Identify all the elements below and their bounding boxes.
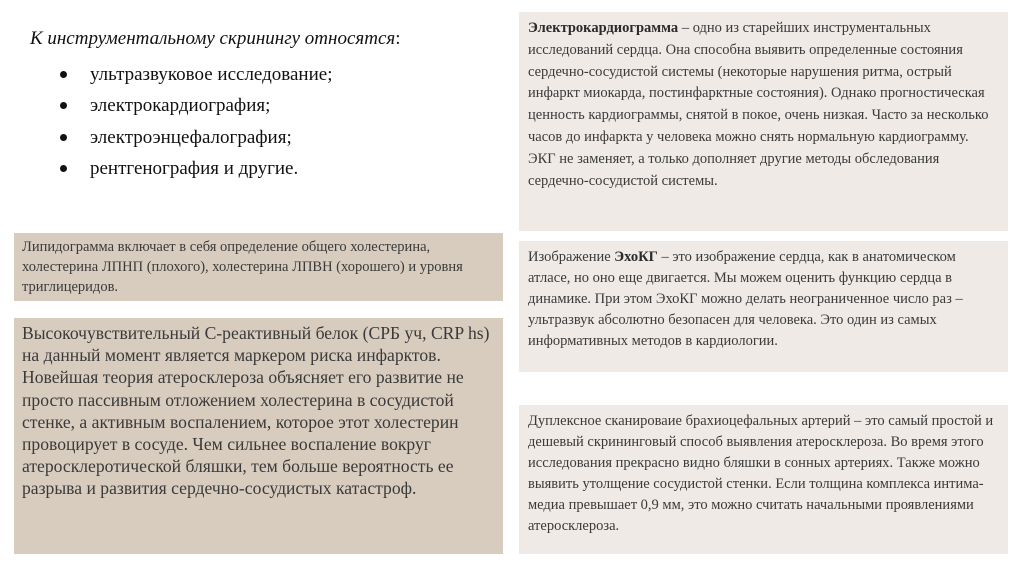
lipidogram-text: Липидограмма включает в себя определение общего холестерина, холестерина ЛПНП (плохого), холестерина ЛПВН (хорошего) и уровня триглицеридов. (22, 239, 463, 295)
ecg-text: – одно из старейших инструментальных исследований сердца. Она способна выявить определенные состояния сердечно-сосудистой системы (некоторые нарушения ритма, острый инфаркт миокарда, постинфарктные состояния). Однако прогностическая ценность кардиограммы, снятой в покое, очень низкая. Часто за несколько часов до инфаркта у человека можно снять нормальную кардиограмму. ЭКГ не заменяет, а только дополняет другие методы обследования сердечно-сосудистой системы. (528, 20, 989, 189)
intro-title (30, 26, 500, 53)
duplex-panel (519, 405, 1008, 554)
echo-panel (519, 241, 1008, 372)
echo-prefix: Изображение (528, 249, 615, 265)
lipidogram-panel (14, 233, 503, 301)
ecg-term: Электрокардиограмма (528, 20, 679, 36)
list-item: рентгенография и другие. (60, 153, 500, 185)
crp-text: Высокочувствительный С-реактивный белок (СРБ уч, CRP hs) на данный момент является маркером риска инфарктов. Новейшая теория атеросклероза объясняет его развитие не просто пассивным отложением холестерина в сосудистой стенке, а активным воспалением, которое этот холестерин провоцирует в сосуде. Чем сильнее воспаление вокруг атеросклеротической бляшки, тем больше вероятность ее разрыва и развития сердечно-сосудистых катастроф. (22, 323, 490, 499)
intro-title-text: К инструментальному скринингу относятся (30, 28, 396, 49)
intro-title-colon: : (395, 28, 401, 49)
echo-text: – это изображение сердца, как в анатомическом атласе, но оно еще двигается. Мы можем оценить функцию сердца в динамике. При этом ЭхоКГ можно делать неограниченное число раз – ультразвук абсолютно безопасен для человека. Это один из самых информативных методов в кардиологии. (528, 249, 963, 349)
list-item: ультразвуковое исследование; (60, 59, 500, 91)
ecg-panel (519, 12, 1008, 231)
screening-list (30, 59, 500, 185)
list-item: электроэнцефалография; (60, 122, 500, 154)
list-item: электрокардиография; (60, 90, 500, 122)
duplex-text: Дуплексное сканироваие брахиоцефальных артерий – это самый простой и дешевый скрининговый способ выявления атеросклероза. Во время этого исследования прекрасно видно бляшки в сонных артериях. Также можно выявить утолщение сосудистой стенки. Если толщина комплекса интима-медиа превышает 0,9 мм, это можно считать начальными проявлениями атеросклероза. (528, 413, 994, 534)
echo-term: ЭхоКГ (614, 249, 658, 265)
screening-intro (30, 26, 500, 185)
crp-panel (14, 318, 503, 554)
